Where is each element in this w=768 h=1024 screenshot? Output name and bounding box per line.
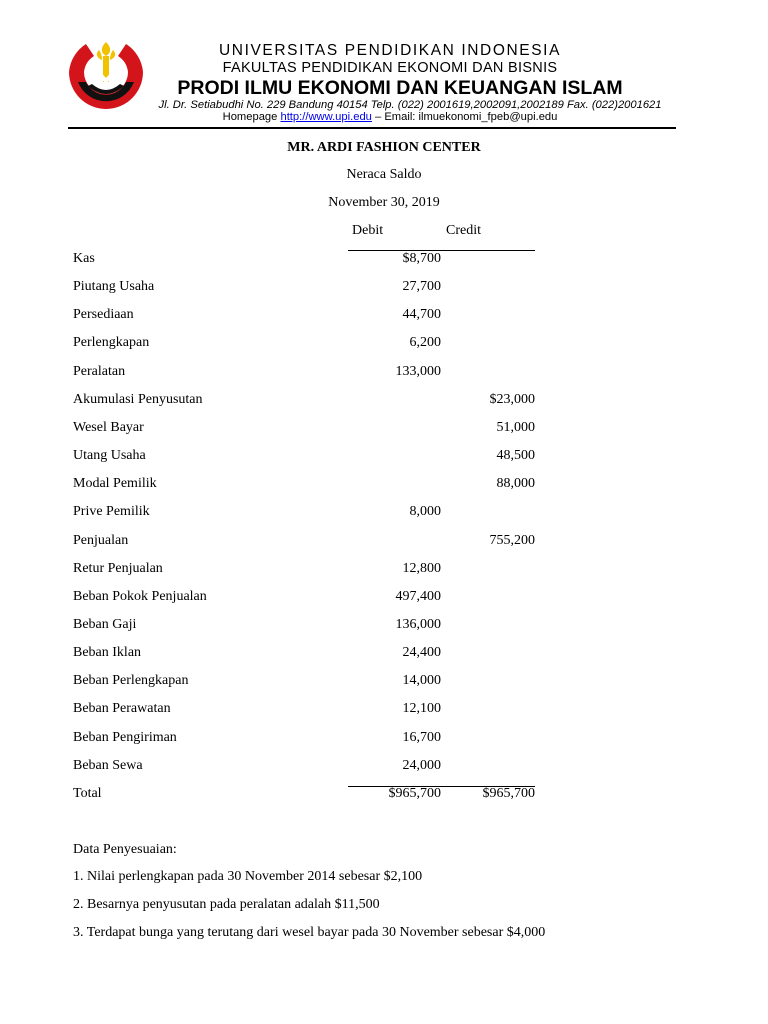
table-row: [0, 730, 768, 750]
table-row: [0, 701, 768, 721]
adjustment-item: 3. Terdapat bunga yang terutang dari wesel bayar pada 30 November sebesar $4,000: [73, 925, 546, 940]
homepage-link[interactable]: http://www.upi.edu: [280, 111, 372, 123]
table-row: [0, 364, 768, 384]
table-row: [0, 392, 768, 412]
account-name: Piutang Usaha: [73, 279, 155, 295]
table-row: [0, 279, 768, 299]
table-row: [0, 561, 768, 581]
debit-value: 44,700: [402, 307, 441, 323]
table-row: [0, 533, 768, 553]
account-name: Beban Pokok Penjualan: [73, 588, 207, 604]
credit-value: 755,200: [489, 532, 535, 548]
company-title: MR. ARDI FASHION CENTER: [287, 140, 481, 155]
credit-value: 51,000: [496, 419, 535, 435]
account-name: Beban Gaji: [73, 616, 137, 632]
program-name: PRODI ILMU EKONOMI DAN KEUANGAN ISLAM: [177, 77, 623, 99]
credit-value: 48,500: [496, 448, 535, 464]
account-name: Persediaan: [73, 307, 134, 323]
debit-value: 133,000: [395, 363, 441, 379]
table-row: [0, 335, 768, 355]
debit-value: 12,800: [402, 560, 441, 576]
debit-value: 6,200: [409, 335, 441, 351]
debit-column-header: Debit: [352, 223, 384, 238]
account-name: Beban Iklan: [73, 645, 142, 661]
credit-value: $23,000: [489, 391, 535, 407]
account-name: Beban Pengiriman: [73, 729, 177, 745]
table-row: [0, 786, 768, 806]
table-row: [0, 617, 768, 637]
account-name: Wesel Bayar: [73, 419, 144, 435]
letterhead-divider: [68, 127, 676, 129]
debit-value: $965,700: [388, 785, 441, 801]
account-name: Prive Pemilik: [73, 504, 150, 520]
address-line: Jl. Dr. Setiabudhi No. 229 Bandung 40154 Telp. (022) 2001619,2002091,2002189 Fax. (022)2001621: [158, 99, 662, 111]
table-row: [0, 589, 768, 609]
adjustments-title: Data Penyesuaian:: [73, 842, 177, 857]
debit-value: 24,400: [402, 645, 441, 661]
debit-value: 497,400: [395, 588, 441, 604]
adjustment-item: 1. Nilai perlengkapan pada 30 November 2014 sebesar $2,100: [73, 869, 423, 884]
account-name: Beban Perlengkapan: [73, 673, 189, 689]
account-name: Beban Sewa: [73, 757, 143, 773]
email-text: – Email: ilmuekonomi_fpeb@upi.edu: [371, 111, 558, 123]
credit-value: 88,000: [496, 476, 535, 492]
contact-line: [120, 111, 660, 123]
credit-column-header: Credit: [446, 223, 481, 238]
homepage-label: Homepage: [222, 111, 278, 123]
faculty-name: FAKULTAS PENDIDIKAN EKONOMI DAN BISNIS: [222, 60, 558, 76]
account-name: Retur Penjualan: [73, 560, 163, 576]
table-row: [0, 758, 768, 778]
table-row: [0, 673, 768, 693]
account-name: Kas: [73, 251, 95, 266]
table-row: [0, 476, 768, 496]
account-name: Utang Usaha: [73, 448, 146, 464]
account-name: Beban Perawatan: [73, 701, 171, 717]
debit-value: $8,700: [402, 251, 441, 266]
debit-value: 24,000: [402, 757, 441, 773]
table-row: [0, 645, 768, 665]
debit-value: 8,000: [409, 504, 441, 520]
account-name: Perlengkapan: [73, 335, 150, 351]
debit-value: 14,000: [402, 673, 441, 689]
debit-value: 16,700: [402, 729, 441, 745]
account-name: Akumulasi Penyusutan: [73, 391, 203, 407]
account-name: Penjualan: [73, 532, 129, 548]
table-row: [0, 448, 768, 468]
account-name: Modal Pemilik: [73, 476, 157, 492]
table-row: [0, 307, 768, 327]
debit-value: 27,700: [402, 279, 441, 295]
report-date: November 30, 2019: [328, 195, 440, 210]
debit-value: 12,100: [402, 701, 441, 717]
credit-value: $965,700: [482, 785, 535, 801]
debit-value: 136,000: [395, 616, 441, 632]
university-name: UNIVERSITAS PENDIDIKAN INDONESIA: [218, 42, 562, 59]
adjustment-item: 2. Besarnya penyusutan pada peralatan adalah $11,500: [73, 897, 380, 912]
account-name: Total: [73, 785, 102, 801]
table-row: [0, 251, 768, 271]
report-title: Neraca Saldo: [346, 167, 422, 182]
table-row: [0, 504, 768, 524]
table-row: [0, 420, 768, 440]
account-name: Peralatan: [73, 363, 126, 379]
